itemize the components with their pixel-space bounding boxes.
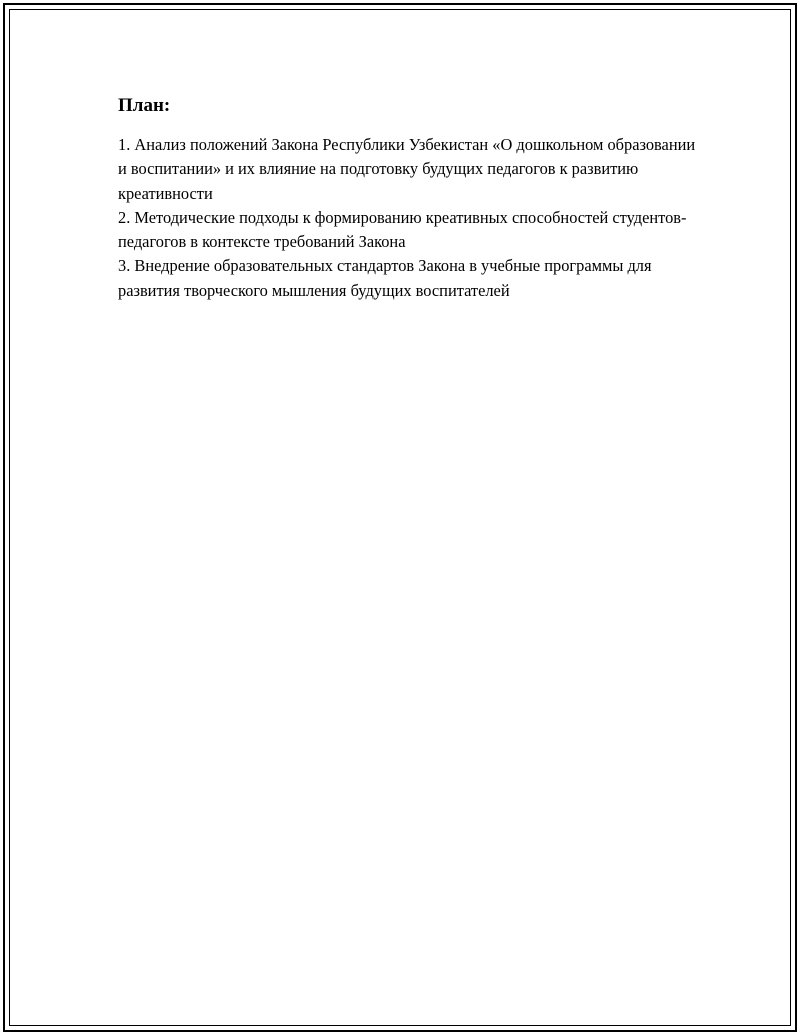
plan-item-3: 3. Внедрение образовательных стандартов Закона в учебные программы для развития творческого мышления будущих воспитателей (118, 256, 652, 300)
plan-item-1: 1. Анализ положений Закона Республики Узбекистан «О дошкольном образовании и воспитании» и их влияние на подготовку будущих педагогов к развитию креативности (118, 135, 696, 203)
plan-item-2: 2. Методические подходы к формированию креативных способностей студентов-педагогов в контексте требований Закона (118, 207, 687, 252)
plan-heading: План: (118, 95, 171, 116)
plan-list (118, 133, 698, 303)
page-content (118, 94, 698, 303)
